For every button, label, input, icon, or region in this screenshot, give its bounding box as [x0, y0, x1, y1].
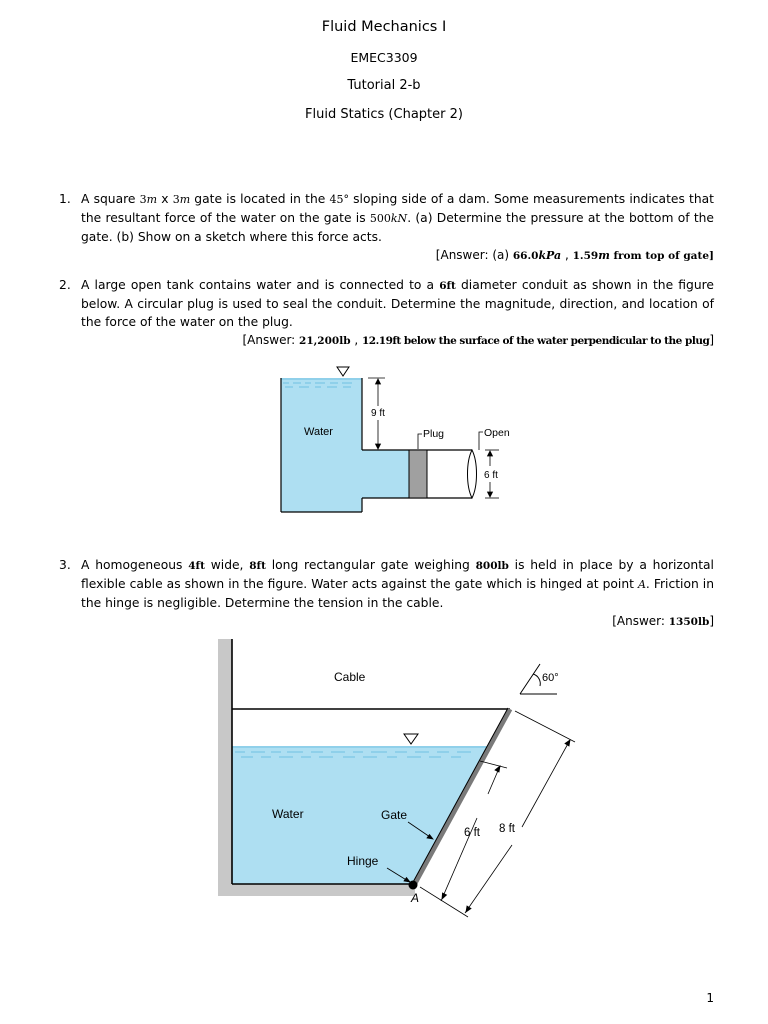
- label-6ft: 6 ft: [464, 827, 480, 839]
- course-code: EMEC3309: [350, 50, 418, 65]
- floor: [218, 884, 415, 896]
- label-water: Water: [304, 426, 333, 438]
- label-hinge: Hinge: [347, 854, 379, 868]
- page-number: 1: [706, 991, 714, 1005]
- plug-leader: [418, 434, 422, 449]
- question-number: 3.: [59, 558, 71, 572]
- question-text: A large open tank contains water and is connected to a 6ft diameter conduit as shown in the figure below. A circular plug is used to seal the conduit. Determine the magnitude, direction, and location of the force of the water on the plug.: [81, 278, 714, 329]
- answer-line: [Answer: (a) 66.0kPa , 1.59m from top of gate]: [435, 248, 714, 262]
- left-wall: [218, 639, 232, 896]
- hinged-gate-figure: [215, 636, 580, 918]
- label-6ft: 6 ft: [484, 470, 498, 481]
- tutorial-topic: Fluid Statics (Chapter 2): [305, 107, 463, 122]
- question-1: [59, 190, 714, 265]
- question-number: 2.: [59, 278, 71, 292]
- label-open: Open: [484, 427, 510, 439]
- conduit-opening: [468, 450, 477, 498]
- document-title: Fluid Mechanics I: [321, 19, 447, 35]
- question-text: A square 3m x 3m gate is located in the 45° sloping side of a dam. Some measurements indicates that the resultant force of the water on the gate is 500kN. (a) Determine the pressure at the bottom of the gate. (b) Show on a sketch where this force acts.: [81, 192, 714, 244]
- question-text: A homogeneous 4ft wide, 8ft long rectangular gate weighing 800lb is held in place by a horizontal flexible cable as shown in the figure. Water acts against the gate which is hinged at point A. Friction in the hinge is negligible. Determine the tension in the cable.: [81, 558, 715, 610]
- label-plug: Plug: [423, 428, 445, 440]
- question-number: 1.: [59, 192, 71, 206]
- label-9ft: 9 ft: [371, 408, 385, 419]
- free-surface-icon: [404, 734, 418, 744]
- label-8ft: 8 ft: [499, 823, 515, 835]
- label-60deg: 60°: [542, 672, 559, 684]
- label-point-a: A: [411, 891, 420, 905]
- open-leader: [479, 432, 483, 450]
- tutorial-number: Tutorial 2-b: [347, 78, 421, 93]
- label-gate: Gate: [381, 808, 408, 822]
- label-cable: Cable: [334, 670, 366, 684]
- label-water: Water: [272, 807, 304, 821]
- answer-line: [Answer: 21,200lb , 12.19ft below the surface of the water perpendicular to the plug]: [242, 333, 714, 347]
- question-3: [59, 556, 714, 631]
- free-surface-icon: [337, 367, 349, 376]
- water-region: [281, 378, 409, 512]
- tank-plug-figure: [275, 362, 525, 517]
- plug: [409, 450, 427, 498]
- answer-line: [Answer: 1350lb]: [612, 614, 714, 628]
- question-2: [59, 276, 714, 350]
